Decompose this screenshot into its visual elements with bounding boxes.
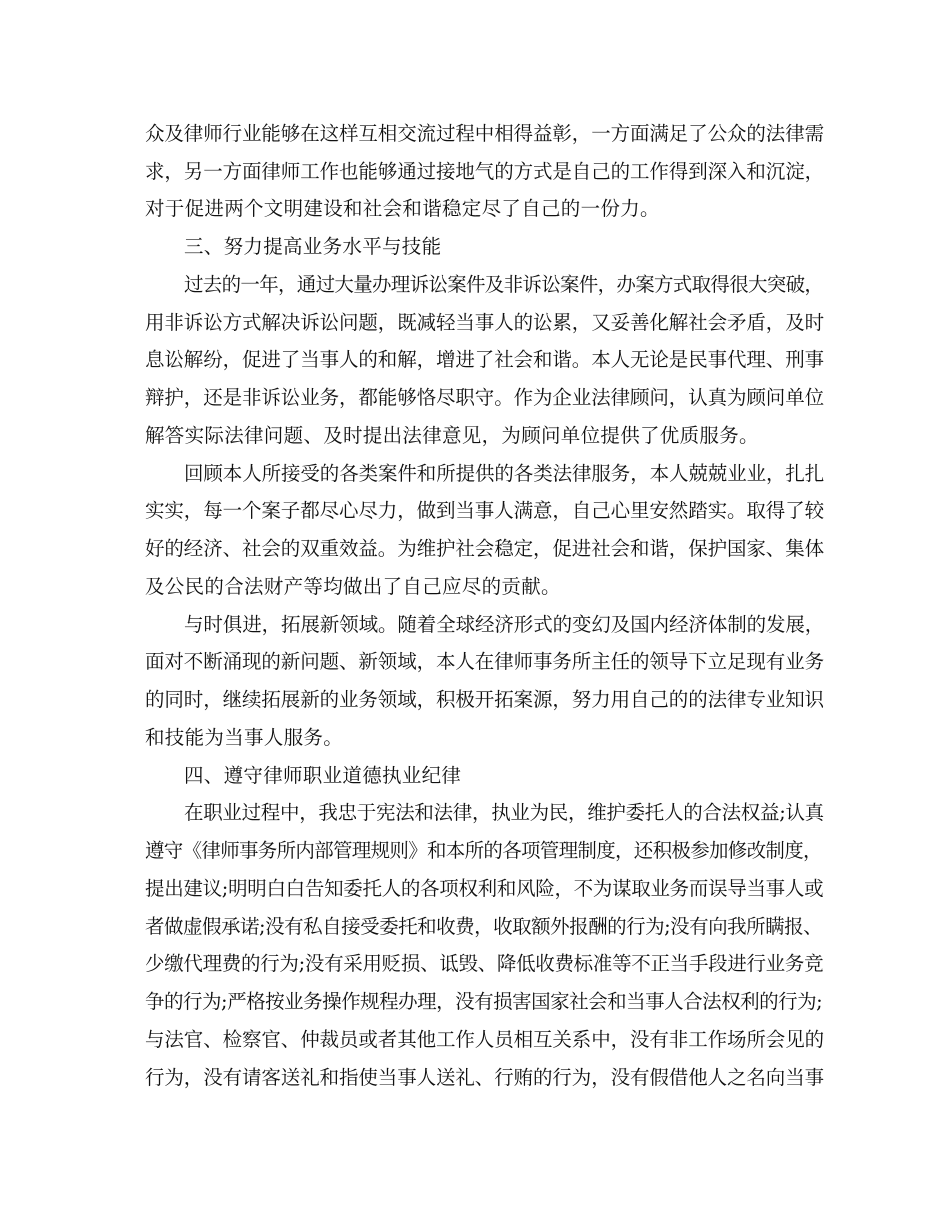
- text-line: 实实，每一个案子都尽心尽力，做到当事人满意，自己心里安然踏实。取得了较: [145, 499, 825, 522]
- text-line: 辩护，还是非诉讼业务，都能够恪尽职守。作为企业法律顾问，认真为顾问单位: [145, 386, 825, 409]
- text-line: 过去的一年，通过大量办理诉讼案件及非诉讼案件，办案方式取得很大突破，: [184, 273, 824, 296]
- text-line: 众及律师行业能够在这样互相交流过程中相得益彰，一方面满足了公众的法律需: [145, 122, 825, 145]
- text-line: 及公民的合法财产等均做出了自己应尽的贡献。: [145, 575, 561, 598]
- text-line: 争的行为;严格按业务操作规程办理，没有损害国家社会和当事人合法权利的行为;: [145, 990, 823, 1013]
- text-line: 解答实际法律问题、及时提出法律意见，为顾问单位提供了优质服务。: [145, 424, 759, 447]
- text-line: 与时俱进，拓展新领域。随着全球经济形式的变幻及国内经济体制的发展，: [184, 613, 825, 636]
- text-line: 和技能为当事人服务。: [145, 726, 344, 749]
- text-line: 对于促进两个文明建设和社会和谐稳定尽了自己的一份力。: [145, 197, 660, 220]
- text-line: 少缴代理费的行为;没有采用贬损、诋毁、降低收费标准等不正当手段进行业务竞: [145, 952, 824, 975]
- text-line: 求，另一方面律师工作也能够通过接地气的方式是自己的工作得到深入和沉淀，: [145, 160, 825, 183]
- text-line: 的同时，继续拓展新的业务领域，积极开拓案源，努力用自己的的法律专业知识: [145, 688, 825, 711]
- text-line: 回顾本人所接受的各类案件和所提供的各类法律服务，本人兢兢业业，扎扎: [184, 462, 825, 485]
- text-line: 者做虚假承诺;没有私自接受委托和收费，收取额外报酬的行为;没有向我所瞒报、: [145, 915, 823, 938]
- text-line: 面对不断涌现的新问题、新领域，本人在律师事务所主任的领导下立足现有业务: [145, 650, 825, 673]
- text-line: 遵守《律师事务所内部管理规则》和本所的各项管理制度，还积极参加修改制度，: [145, 839, 822, 862]
- section-heading: 四、遵守律师职业道德执业纪律: [184, 764, 462, 787]
- text-line: 提出建议;明明白白告知委托人的各项权利和风险，不为谋取业务而误导当事人或: [145, 877, 824, 900]
- section-heading: 三、努力提高业务水平与技能: [184, 235, 442, 258]
- text-line: 息讼解纷，促进了当事人的和解，增进了社会和谐。本人无论是民事代理、刑事: [145, 348, 825, 371]
- text-line: 用非诉讼方式解决诉讼问题，既减轻当事人的讼累，又妥善化解社会矛盾，及时: [145, 311, 825, 334]
- text-line: 与法官、检察官、仲裁员或者其他工作人员相互关系中，没有非工作场所会见的: [145, 1028, 825, 1051]
- text-line: 好的经济、社会的双重效益。为维护社会稳定，促进社会和谐，保护国家、集体: [145, 537, 825, 560]
- text-line: 在职业过程中，我忠于宪法和法律，执业为民，维护委托人的合法权益;认真: [184, 801, 824, 824]
- text-line: 行为，没有请客送礼和指使当事人送礼、行贿的行为，没有假借他人之名向当事: [145, 1066, 825, 1089]
